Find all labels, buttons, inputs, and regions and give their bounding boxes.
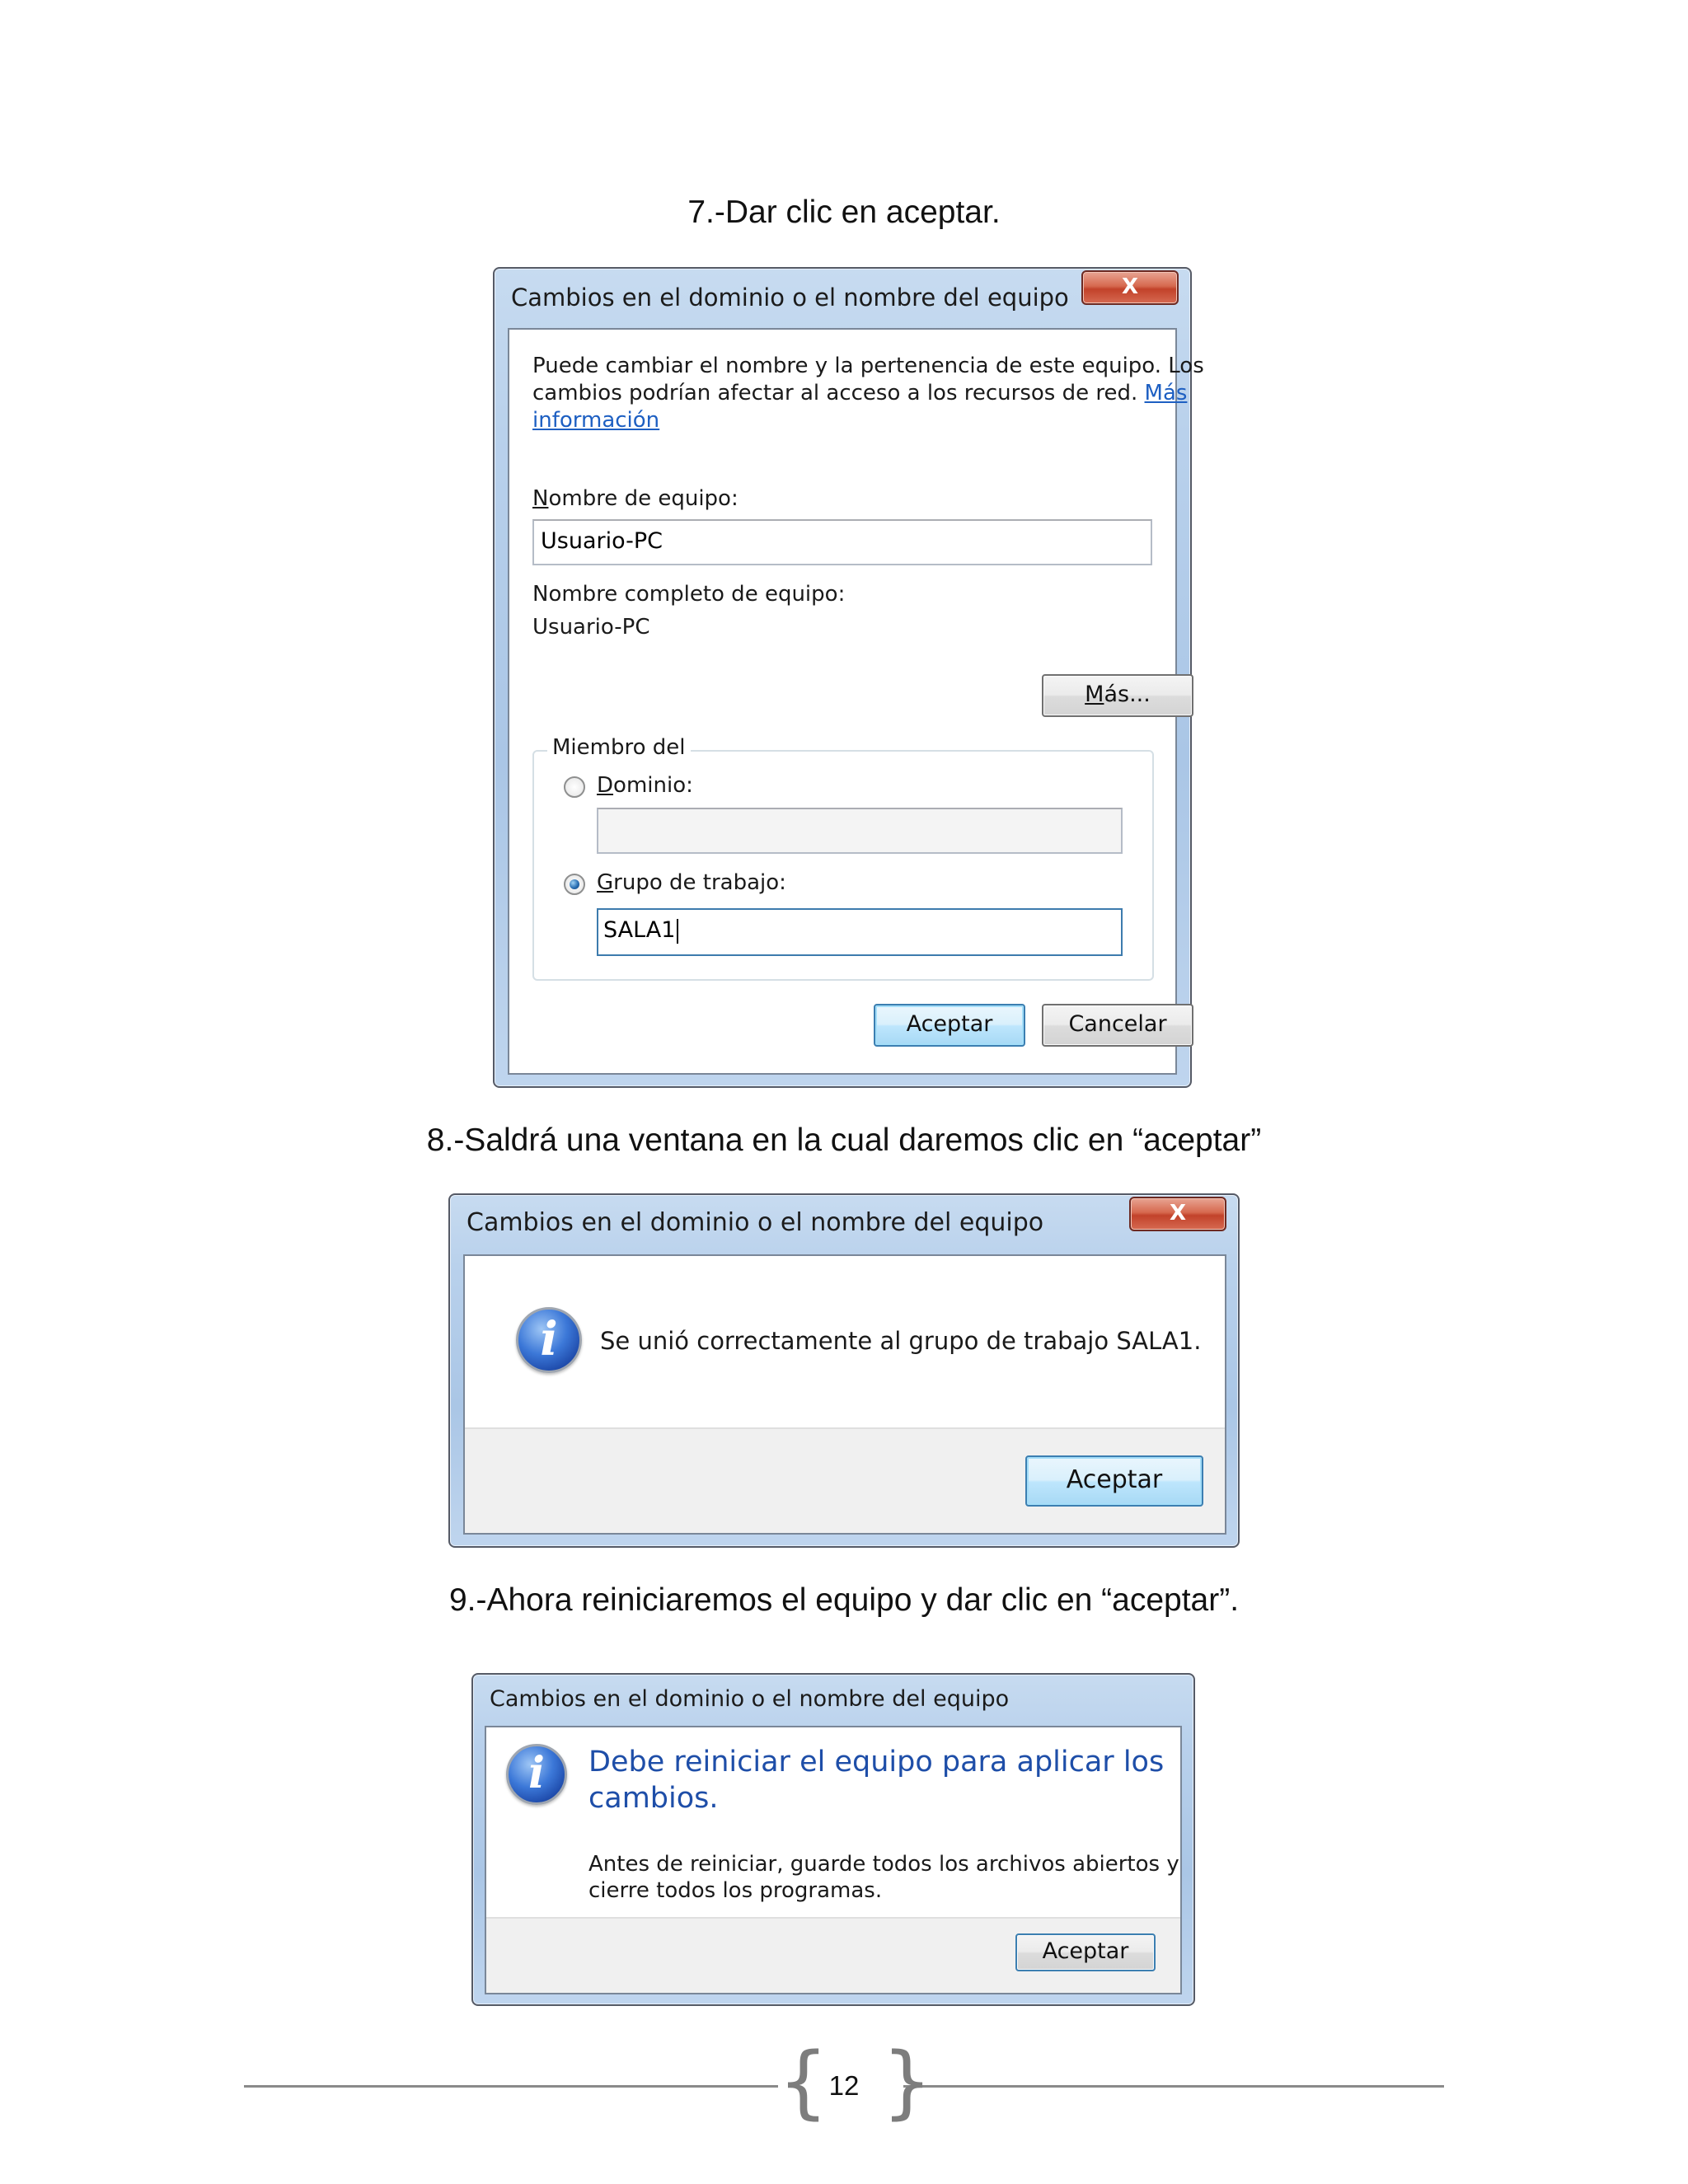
ok-button[interactable]: Aceptar [1015, 1933, 1156, 1971]
page-number: 12 [828, 2070, 860, 2101]
dialog-client-area [485, 1726, 1182, 1994]
dialog-restart-required [471, 1673, 1195, 2006]
domain-radio[interactable] [564, 776, 585, 798]
info-icon: i [506, 1744, 567, 1805]
step9-caption: 9.-Ahora reiniciaremos el equipo y dar clic en “aceptar”. [448, 1582, 1240, 1618]
domain-input[interactable] [597, 808, 1123, 854]
ok-button[interactable]: Aceptar [1025, 1455, 1203, 1507]
dialog-client-area [463, 1254, 1226, 1535]
restart-body: Antes de reiniciar, guarde todos los archivos abiertos y cierre todos los programas. [588, 1852, 1179, 1903]
footer-line-right [903, 2085, 1444, 2088]
member-of-label: Miembro del [547, 735, 691, 760]
close-button[interactable] [1129, 1197, 1226, 1231]
more-info-link-cont[interactable]: información [532, 408, 660, 433]
step8-caption: 8.-Saldrá una ventana en la cual daremos clic en “aceptar” [426, 1122, 1262, 1158]
text-cursor [677, 919, 678, 944]
workgroup-input[interactable]: SALA1 [597, 908, 1123, 956]
info-icon: i [516, 1307, 582, 1373]
dialog-title: Cambios en el dominio o el nombre del equipo [467, 1208, 1044, 1237]
workgroup-radio[interactable] [564, 874, 585, 895]
computer-name-input[interactable]: Usuario-PC [532, 519, 1152, 565]
ok-button[interactable]: Aceptar [874, 1004, 1025, 1047]
restart-heading: Debe reiniciar el equipo para aplicar los cambios. [588, 1746, 1165, 1815]
dialog-rename-computer [493, 267, 1204, 1088]
dialog-client-area [508, 328, 1204, 1075]
dialog-title: Cambios en el dominio o el nombre del equipo [511, 284, 1069, 312]
cancel-button[interactable]: Cancelar [1042, 1004, 1193, 1047]
full-name-value: Usuario-PC [532, 615, 650, 640]
close-icon: X [1169, 1201, 1187, 1226]
step7-caption: 7.-Dar clic en aceptar. [687, 194, 1001, 230]
more-button[interactable]: Más... [1042, 674, 1193, 717]
domain-radio-label[interactable]: Dominio: [597, 773, 693, 798]
close-icon: X [1121, 274, 1139, 299]
footer-brace-right: } [882, 2036, 933, 2128]
intro-text: Puede cambiar el nombre y la pertenencia de este equipo. Los cambios podrían afectar al acceso a los recursos de red. Más información [532, 354, 1204, 433]
computer-name-label: Nombre de equipo: [532, 486, 738, 511]
close-button[interactable] [1081, 270, 1179, 305]
footer-brace-left: { [778, 2036, 829, 2128]
footer-line-left [244, 2085, 778, 2088]
dialog-title: Cambios en el dominio o el nombre del equipo [490, 1686, 1010, 1712]
success-message: Se unió correctamente al grupo de trabajo SALA1. [600, 1327, 1202, 1355]
full-name-label: Nombre completo de equipo: [532, 582, 846, 607]
dialog-join-success [448, 1193, 1240, 1548]
workgroup-radio-label[interactable]: Grupo de trabajo: [597, 870, 786, 895]
more-info-link[interactable]: Más [1144, 381, 1188, 405]
